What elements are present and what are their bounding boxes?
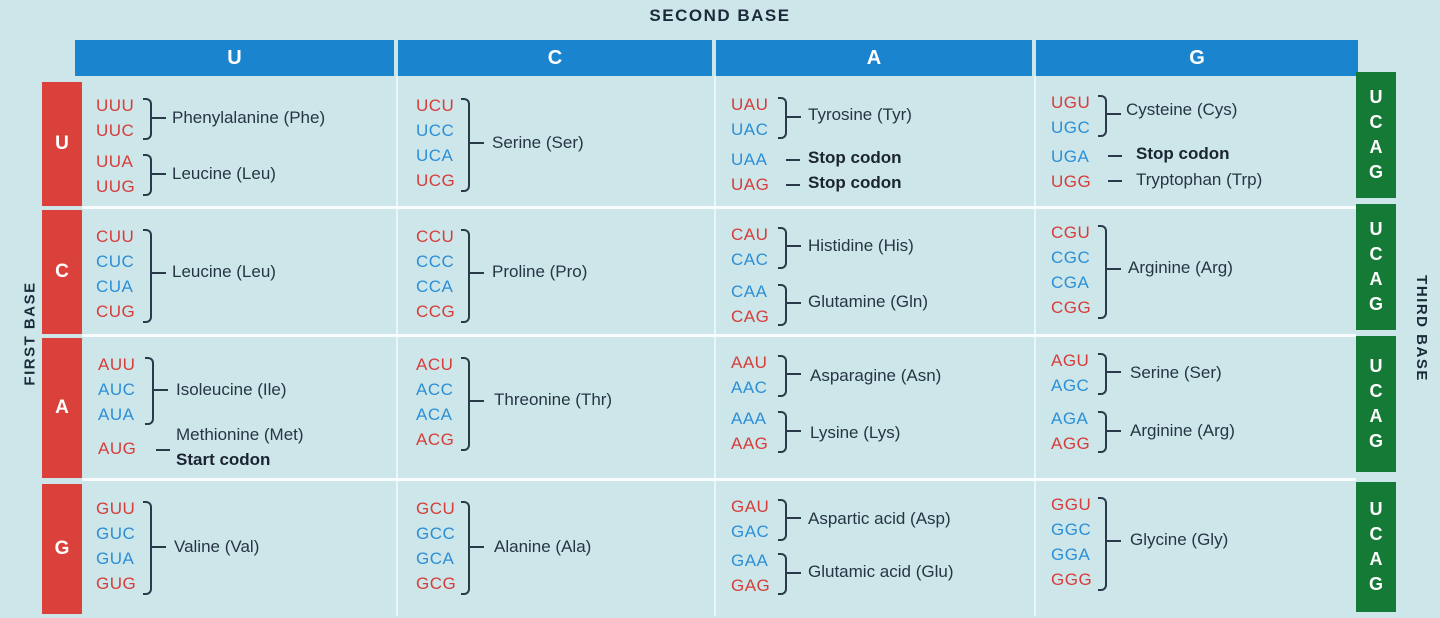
codon: AAU [731, 353, 768, 372]
row-header-c: C [42, 210, 82, 334]
third-letter: A [1369, 549, 1383, 569]
codon-list [96, 496, 136, 596]
amino-acid-label: Threonine (Thr) [494, 390, 613, 409]
codon: ACC [416, 380, 454, 399]
codon-list [1051, 492, 1092, 592]
row-divider [82, 206, 1356, 209]
third-base-group-c [1356, 204, 1396, 330]
brace-stub [787, 517, 801, 519]
brace-stub [152, 173, 166, 175]
brace-stub [154, 389, 168, 391]
codon-list [731, 147, 769, 197]
codon-list [1051, 144, 1091, 194]
brace [778, 411, 787, 453]
column-header-g: G [1036, 40, 1358, 76]
brace [1098, 353, 1107, 395]
codon-list [731, 406, 768, 456]
row-header-a: A [42, 338, 82, 478]
brace-stub [787, 302, 801, 304]
codon: UUU [96, 96, 135, 115]
first-base-title: FIRST BASE [21, 281, 39, 386]
codon-list [731, 279, 769, 329]
codon-list [1051, 90, 1090, 140]
codon: AAG [731, 434, 769, 453]
brace [778, 284, 787, 326]
codon-list [96, 224, 135, 324]
brace-stub [1107, 540, 1121, 542]
brace [143, 154, 152, 196]
amino-acid-label: Leucine (Leu) [172, 262, 276, 281]
codon: AGG [1051, 434, 1091, 453]
codon-list [98, 352, 135, 427]
codon: UUA [96, 152, 134, 171]
third-base-group-g [1356, 482, 1396, 612]
codon: UCU [416, 96, 455, 115]
stop-codon-label: Stop codon [808, 173, 902, 192]
codon-list [731, 92, 768, 142]
amino-acid-label: Phenylalanine (Phe) [172, 108, 326, 127]
codon: AAA [731, 409, 767, 428]
amino-acid-label: Serine (Ser) [492, 133, 584, 152]
amino-acid-label: Arginine (Arg) [1130, 421, 1235, 440]
codon: UCA [416, 146, 454, 165]
brace [1098, 497, 1107, 591]
codon: ACA [416, 405, 453, 424]
codon-list [731, 222, 768, 272]
third-letter: U [1369, 219, 1383, 239]
codon: GGU [1051, 495, 1092, 514]
column-divider [396, 76, 398, 616]
codon-list [731, 548, 770, 598]
codon: AGA [1051, 409, 1089, 428]
amino-acid-label: Histidine (His) [808, 236, 914, 255]
third-base-group-a [1356, 336, 1396, 472]
third-letter: A [1369, 269, 1383, 289]
brace-stub [1107, 113, 1121, 115]
codon-list [1051, 406, 1090, 456]
brace [1098, 95, 1107, 137]
third-letter: A [1369, 137, 1383, 157]
codon: UGC [1051, 118, 1091, 137]
codon: AUG [98, 439, 137, 458]
brace [143, 98, 152, 140]
codon-list [731, 494, 769, 544]
amino-acid-label: Lysine (Lys) [810, 423, 901, 442]
brace [778, 355, 787, 397]
codon: CGU [1051, 223, 1091, 242]
codon: GCC [416, 524, 456, 543]
codon: GAA [731, 551, 769, 570]
amino-acid-label: Tyrosine (Tyr) [808, 105, 912, 124]
brace-stub [470, 142, 484, 144]
codon: UAA [731, 150, 768, 169]
codon: UGU [1051, 93, 1091, 112]
column-header-a: A [716, 40, 1032, 76]
brace-stub [152, 546, 166, 548]
codon: CAA [731, 282, 768, 301]
amino-acid-label: Glutamine (Gln) [808, 292, 928, 311]
codon: UUG [96, 177, 136, 196]
third-letter: U [1369, 356, 1383, 376]
codon: GAC [731, 522, 770, 541]
dash [1108, 155, 1122, 157]
codon-list [416, 93, 455, 193]
second-base-title: SECOND BASE [649, 6, 791, 25]
codon: AUU [98, 355, 136, 374]
dash [786, 159, 800, 161]
brace [461, 357, 470, 451]
codon: GUG [96, 574, 137, 593]
amino-acid-label: Leucine (Leu) [172, 164, 276, 183]
codon: CGG [1051, 298, 1092, 317]
brace [1098, 225, 1107, 319]
brace-stub [787, 572, 801, 574]
codon: ACU [416, 355, 454, 374]
brace-stub [787, 430, 801, 432]
codon-list [96, 93, 134, 143]
codon: CUA [96, 277, 134, 296]
row-header-g: G [42, 484, 82, 614]
third-letter: C [1369, 524, 1383, 544]
codon: CGA [1051, 273, 1090, 292]
third-letter: C [1369, 112, 1383, 132]
codon: GAU [731, 497, 770, 516]
codon: GGA [1051, 545, 1091, 564]
codon: UAC [731, 120, 769, 139]
dash [156, 449, 170, 451]
amino-acid-label: Arginine (Arg) [1128, 258, 1233, 277]
brace [143, 229, 152, 323]
brace-stub [787, 373, 801, 375]
codon: CAC [731, 250, 769, 269]
amino-acid-label: Tryptophan (Trp) [1136, 170, 1263, 189]
third-letter: G [1368, 574, 1383, 594]
amino-acid-label: Cysteine (Cys) [1126, 100, 1238, 119]
row-divider [82, 478, 1356, 481]
third-letter: C [1369, 381, 1383, 401]
codon: GCA [416, 549, 455, 568]
codon: CUU [96, 227, 135, 246]
brace-stub [470, 400, 484, 402]
brace [778, 499, 787, 541]
column-header-c: C [398, 40, 712, 76]
codon: GUU [96, 499, 136, 518]
codon: GGC [1051, 520, 1092, 539]
codon-list [1051, 220, 1091, 320]
amino-acid-label: Proline (Pro) [492, 262, 588, 281]
codon: UCC [416, 121, 455, 140]
brace [778, 227, 787, 269]
amino-acid-label: Glutamic acid (Glu) [808, 562, 954, 581]
codon: UUC [96, 121, 135, 140]
start-codon-label: Start codon [176, 450, 271, 469]
row-header-u: U [42, 82, 82, 206]
dash [1108, 180, 1122, 182]
codon-list [416, 496, 456, 596]
codon: GAG [731, 576, 771, 595]
codon: UGA [1051, 147, 1090, 166]
stop-codon-label: Stop codon [808, 148, 902, 167]
third-letter: U [1369, 499, 1383, 519]
brace-stub [470, 272, 484, 274]
brace [143, 501, 152, 595]
brace-stub [152, 272, 166, 274]
codon-list [416, 224, 455, 324]
codon: UAU [731, 95, 769, 114]
column-divider [714, 76, 716, 616]
third-letter: C [1369, 244, 1383, 264]
amino-acid-label: Alanine (Ala) [494, 537, 592, 556]
codon: CGC [1051, 248, 1091, 267]
amino-acid-label: Valine (Val) [174, 537, 260, 556]
brace-stub [152, 117, 166, 119]
stop-codon-label: Stop codon [1136, 144, 1230, 163]
column-divider [1034, 76, 1036, 616]
codon: CCU [416, 227, 455, 246]
codon: UCG [416, 171, 456, 190]
brace [461, 501, 470, 595]
brace-stub [1107, 430, 1121, 432]
codon: GCG [416, 574, 457, 593]
codon: UGG [1051, 172, 1092, 191]
brace-stub [787, 245, 801, 247]
codon: AUC [98, 380, 136, 399]
brace [778, 553, 787, 595]
codon-list [416, 352, 454, 452]
third-letter: A [1369, 406, 1383, 426]
row-divider [82, 334, 1356, 337]
third-letter: U [1369, 87, 1383, 107]
dash [786, 184, 800, 186]
third-base-title: THIRD BASE [1412, 275, 1430, 382]
codon: CAG [731, 307, 770, 326]
amino-acid-label: Glycine (Gly) [1130, 530, 1229, 549]
third-letter: G [1368, 431, 1383, 451]
codon: GUC [96, 524, 136, 543]
codon-list [731, 350, 767, 400]
amino-acid-label: Serine (Ser) [1130, 363, 1222, 382]
brace-stub [787, 116, 801, 118]
third-letter: G [1368, 294, 1383, 314]
codon: AUA [98, 405, 135, 424]
codon-list [1051, 348, 1089, 398]
brace [145, 357, 154, 425]
amino-acid-label: Isoleucine (Ile) [176, 380, 287, 399]
brace [461, 98, 470, 192]
codon: GGG [1051, 570, 1093, 589]
third-letter: G [1368, 162, 1383, 182]
brace-stub [470, 546, 484, 548]
brace [461, 229, 470, 323]
codon: CUC [96, 252, 135, 271]
codon-list [98, 436, 136, 461]
brace [1098, 411, 1107, 453]
codon: AGC [1051, 376, 1090, 395]
amino-acid-label: Aspartic acid (Asp) [808, 509, 951, 528]
codon: GCU [416, 499, 456, 518]
codon: UAG [731, 175, 770, 194]
codon: CCA [416, 277, 454, 296]
amino-acid-label: Methionine (Met) [176, 425, 304, 444]
brace-stub [1107, 371, 1121, 373]
codon: AGU [1051, 351, 1090, 370]
codon-list [96, 149, 135, 199]
brace [778, 97, 787, 139]
codon: CUG [96, 302, 136, 321]
third-base-group-u [1356, 72, 1396, 198]
codon: ACG [416, 430, 455, 449]
codon: CAU [731, 225, 769, 244]
codon: CCG [416, 302, 456, 321]
column-header-u: U [75, 40, 394, 76]
codon: CCC [416, 252, 455, 271]
amino-acid-label: Asparagine (Asn) [810, 366, 942, 385]
codon: AAC [731, 378, 768, 397]
codon: GUA [96, 549, 135, 568]
brace-stub [1107, 268, 1121, 270]
